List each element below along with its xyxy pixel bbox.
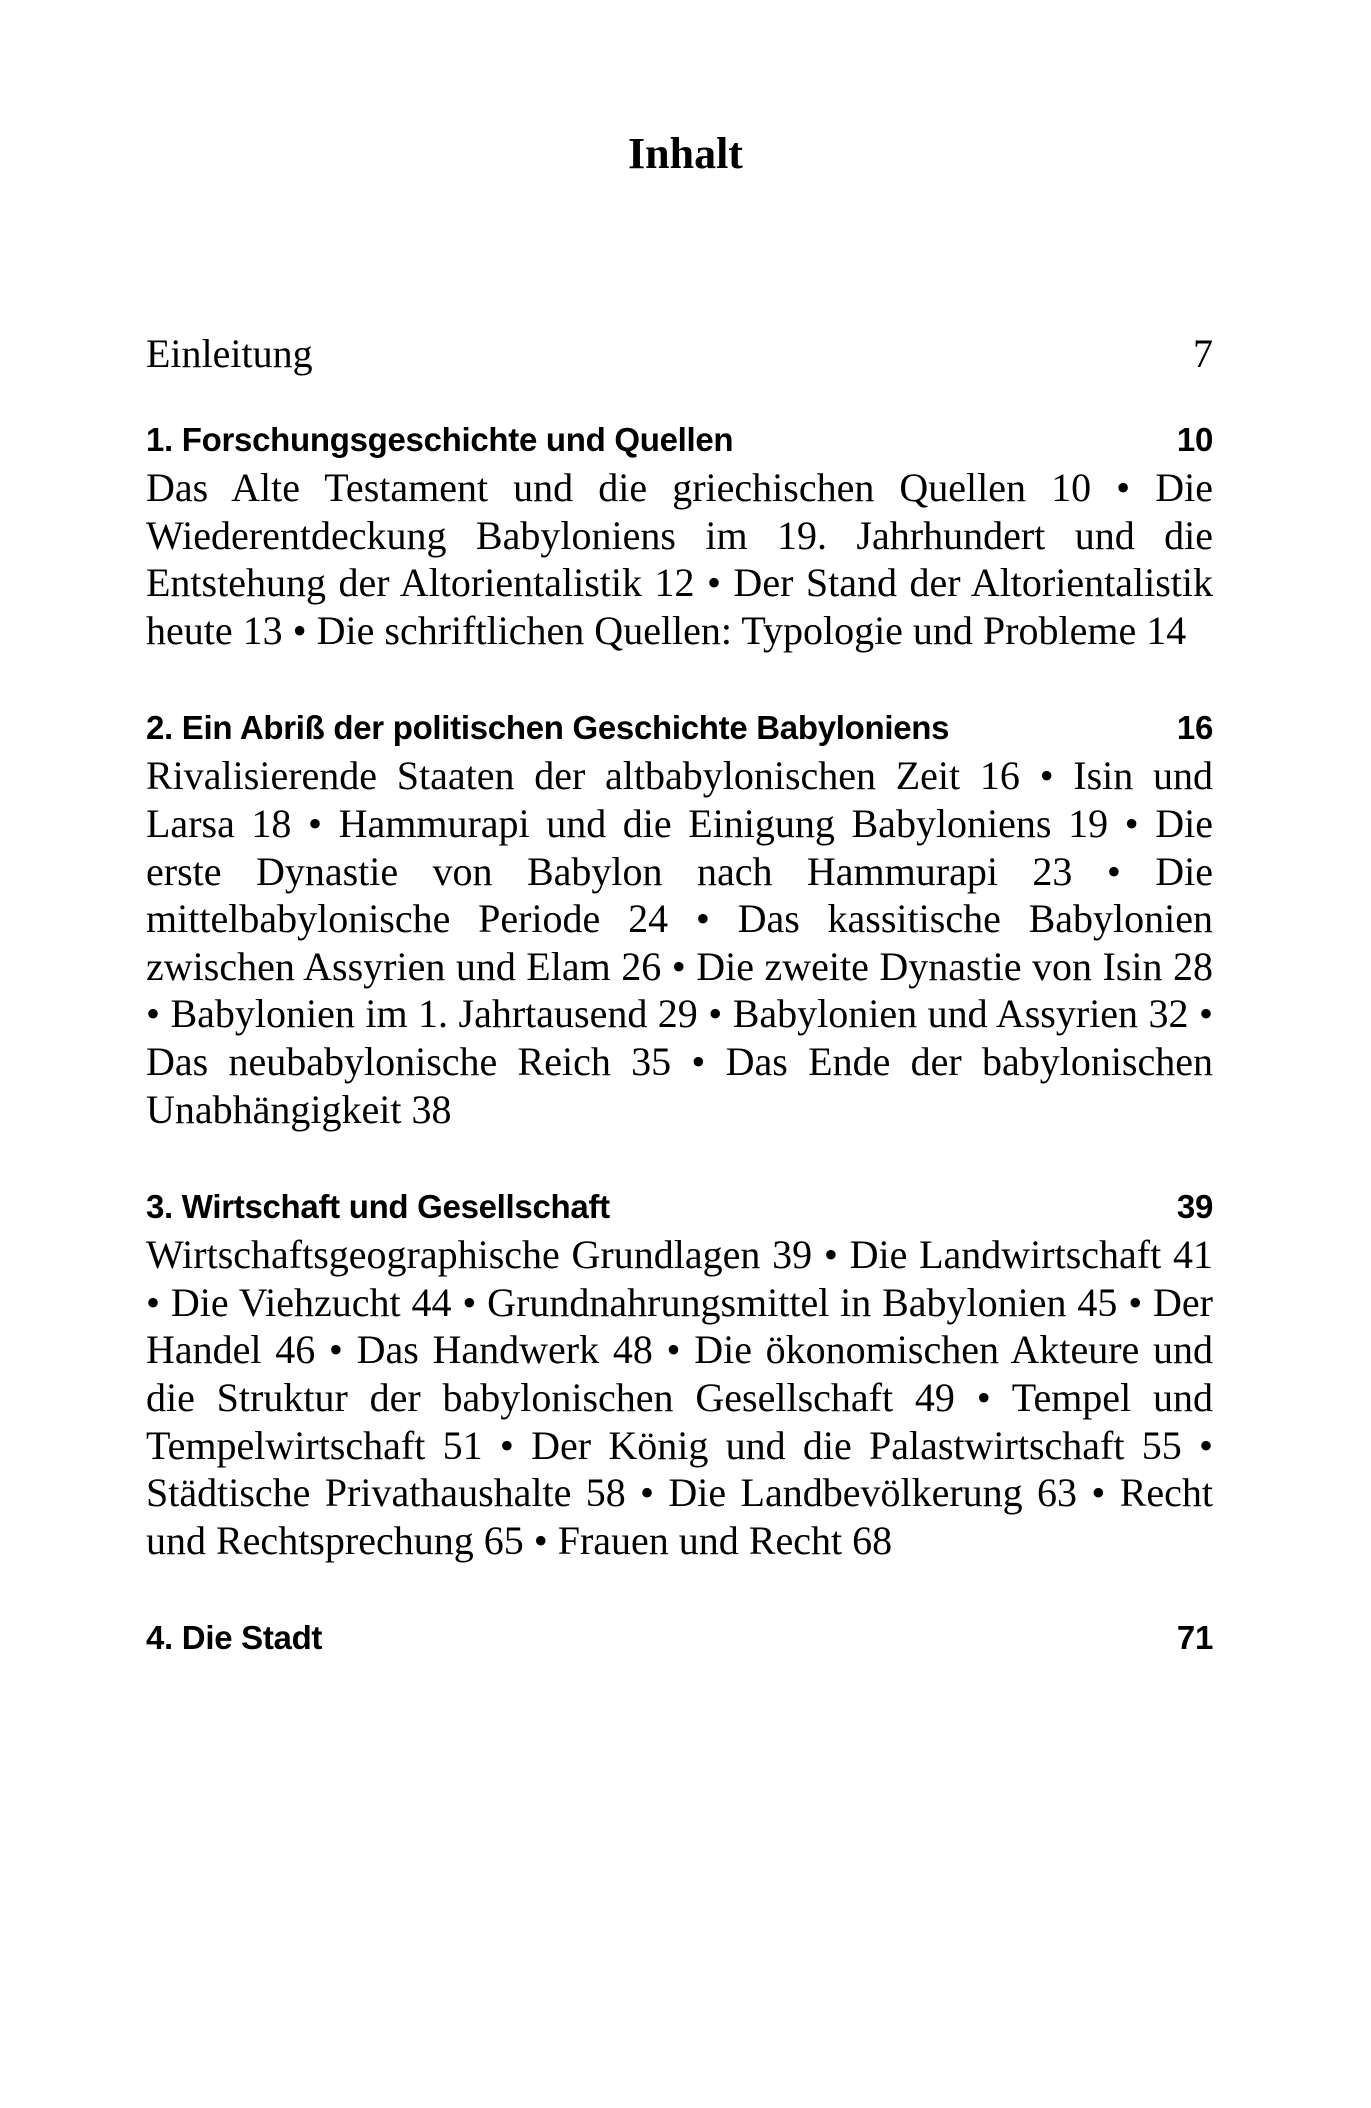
chapter-sections: Rivalisierende Staaten der altbabylonischen Zeit 16 • Isin und Larsa 18 • Hammurapi und die Einigung Babyloniens 19 • Die erste Dynastie von Babylon nach Hammurapi 23 • Die mittelbabylonische Periode 24 • Das kassitische Babylonien zwischen Assyrien und Elam 26 • Die zweite Dynastie von Isin 28 • Babylonien im 1. Jahrtausend 29 • Babylonien und Assyrien 32 • Das neubabylonische Reich 35 • Das Ende der babylonischen Unabhängigkeit 38 [146, 753, 1213, 1132]
table-of-contents [146, 330, 1213, 1662]
chapter-page: 71 [1176, 1619, 1213, 1657]
toc-chapter-1 [146, 416, 1213, 654]
chapter-heading-row [146, 416, 1213, 464]
toc-entry-page: 7 [1193, 331, 1213, 376]
chapter-heading-row [146, 1183, 1213, 1231]
toc-chapter-3 [146, 1183, 1213, 1564]
page-title: Inhalt [628, 129, 743, 178]
chapter-heading-row [146, 1614, 1213, 1662]
chapter-page: 10 [1176, 421, 1213, 458]
chapter-page: 16 [1176, 709, 1213, 747]
toc-entry-label: Einleitung [146, 331, 313, 376]
chapter-heading: 2. Ein Abriß der politischen Geschichte Babyloniens [146, 709, 950, 747]
toc-entry-intro [146, 330, 1213, 378]
chapter-heading: 1. Forschungsgeschichte und Quellen [146, 421, 734, 458]
toc-chapter-4 [146, 1614, 1213, 1662]
chapter-heading-row [146, 704, 1213, 752]
toc-chapter-2 [146, 704, 1213, 1133]
chapter-sections: Wirtschaftsgeographische Grundlagen 39 • Die Landwirtschaft 41 • Die Viehzucht 44 • Grundnahrungsmittel in Babylonien 45 • Der Handel 46 • Das Handwerk 48 • Die ökonomischen Akteure und die Struktur der babylonischen Gesellschaft 49 • Tempel und Tempelwirtschaft 51 • Der König und die Palastwirtschaft 55 • Städtische Privathaushalte 58 • Die Landbevölkerung 63 • Recht und Rechtsprechung 65 • Frauen und Recht 68 [146, 1232, 1213, 1563]
chapter-heading: 4. Die Stadt [146, 1619, 323, 1657]
chapter-page: 39 [1176, 1188, 1213, 1226]
chapter-heading: 3. Wirtschaft und Gesellschaft [146, 1188, 610, 1226]
chapter-sections: Das Alte Testament und die griechischen Quellen 10 • Die Wiederentdeckung Babyloniens im 19. Jahrhundert und die Entstehung der Altorientalistik 12 • Der Stand der Altorientalistik heute 13 • Die schriftlichen Quellen: Typologie und Probleme 14 [146, 465, 1213, 653]
